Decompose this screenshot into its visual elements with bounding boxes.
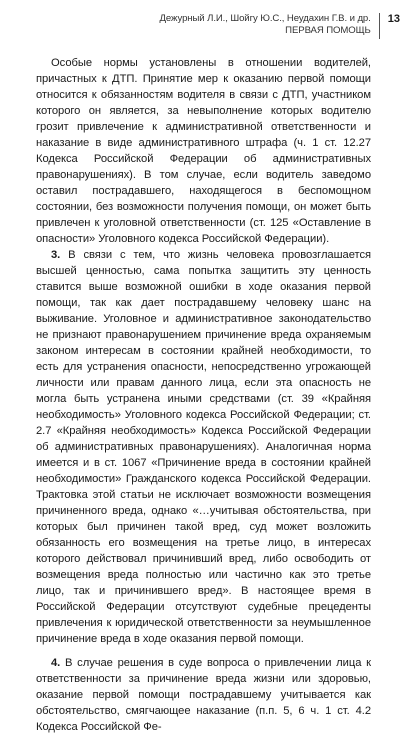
paragraph-text: В случае решения в суде вопроса о привлечении лица к ответственности за причинение вреда жизни или здоровью, оказание первой помощи пострадавшему учитывается как обстоятельство, смягчающее наказание (п.п. 5, 6 ч. 1 ст. 4.2 Кодекса Российской Фе- bbox=[36, 657, 371, 733]
header-book-title: ПЕРВАЯ ПОМОЩЬ bbox=[285, 24, 371, 36]
paragraph-3-extreme-necessity bbox=[36, 247, 371, 647]
paragraph-number: 3. bbox=[51, 249, 61, 261]
paragraph-drivers-obligations bbox=[36, 55, 371, 247]
body-text bbox=[36, 55, 371, 735]
paragraph-number: 4. bbox=[51, 657, 61, 669]
header-authors: Дежурный Л.И., Шойгу Ю.С., Неудахин Г.В. и др. bbox=[159, 13, 371, 24]
header-divider bbox=[379, 13, 380, 39]
header-text-block bbox=[160, 13, 379, 36]
paragraph-text: Особые нормы установлены в отношении водителей, причастных к ДТП. Принятие мер к оказанию первой помощи относится к обязанностям водителя в связи с ДТП, участником которого он является, за невыполнение которых водителю грозит привлечение к административной ответственности и наказание в виде административного штрафа (ч. 1 ст. 12.27 Кодекса Российской Федерации об административных правонарушениях). В том случае, если водитель заведомо оставил пострадавшего, находящегося в беспомощном состоянии, без возможности получения помощи, он может быть привлечен к уголовной ответственности (ст. 125 «Оставление в опасности» Уголовного кодекса Российской Федерации). bbox=[36, 57, 371, 245]
page-number: 13 bbox=[387, 13, 400, 25]
running-header bbox=[160, 13, 400, 43]
paragraph-text: В связи с тем, что жизнь человека провозглашается высшей ценностью, сама попытка защитить эту ценность ставится выше возможной ошибки в ходе оказания первой помощи, так как дает пострадавшему человеку шанс на выживание. Уголовное и административное законодательство не признают правонарушением причинение вреда охраняемым законом интересам в состоянии крайней необходимости, то есть для устранения опасности, непосредственно угрожающей личности или правам данного лица, если эта опасность не могла быть устранена иными средствами (ст. 39 «Крайняя необходимость» Уголовного кодекса Российской Федерации; ст. 2.7 «Крайняя необходимость» Кодекса Российской Федерации об административных правонарушениях). Аналогичная норма имеется и в ст. 1067 «Причинение вреда в состоянии крайней необходимости» Гражданского кодекса Российской Федерации. Трактовка этой статьи не исключает возможности возмещения причиненного вреда, однако «…учитывая обстоятельства, при которых был причинен такой вред, суд может возложить обязанность его возмещения на третье лицо, в интересах которого действовал причинивший вред, либо освободить от возмещения вреда полностью или частично как это третье лицо, так и причинившего вред». В настоящее время в Российской Федерации отсутствуют судебные прецеденты привлечения к юридической ответственности за неумышленное причинение вреда в ходе оказания первой помощи. bbox=[36, 249, 371, 645]
paragraph-4-mitigating-circumstance bbox=[36, 655, 371, 735]
